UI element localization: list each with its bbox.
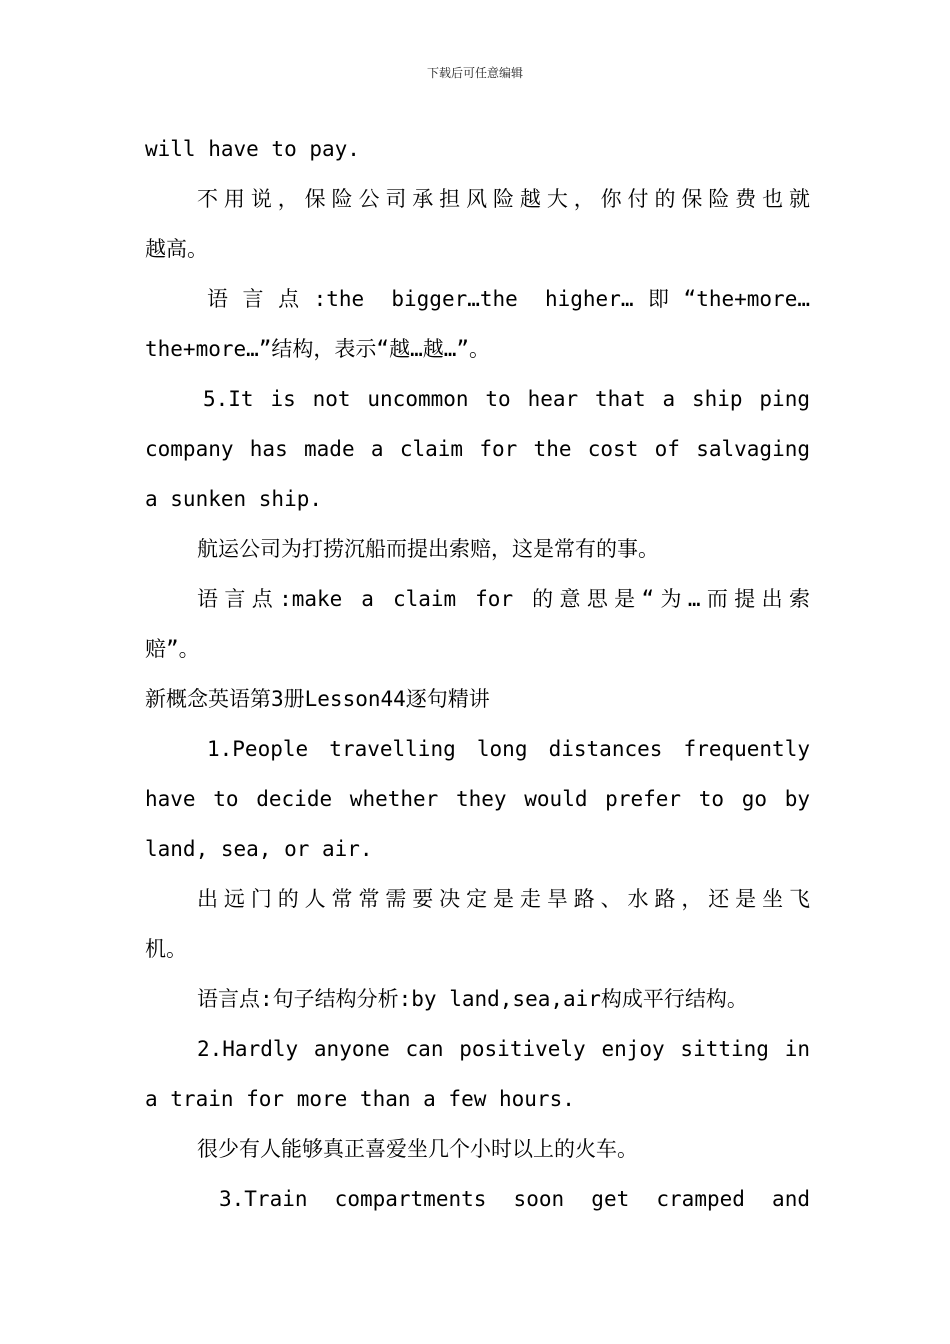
text-line: 2.Hardly anyone can positively enjoy sitting in (197, 1037, 810, 1061)
text-line: 语言点:句子结构分析:by land,sea,air构成平行结构。 (197, 987, 748, 1011)
text-line: 语言点:the bigger…the higher…即“the+more… (207, 287, 810, 311)
text-line: have to decide whether they would prefer to go by (145, 787, 810, 811)
document-body (145, 124, 810, 1224)
text-line: a train for more than a few hours. (145, 1087, 575, 1111)
page-header: 下载后可任意编辑 (426, 66, 523, 80)
text-line: 很少有人能够真正喜爱坐几个小时以上的火车。 (197, 1137, 638, 1161)
text-line: will have to pay. (145, 137, 360, 161)
text-line: 5.It is not uncommon to hear that a ship ping (203, 387, 810, 411)
text-line: 1.People travelling long distances frequently (207, 737, 810, 761)
text-line: 不用说，保险公司承担风险越大，你付的保险费也就 (197, 187, 810, 211)
text-line: 机。 (145, 937, 187, 961)
section-heading: 新概念英语第3册Lesson44逐句精讲 (145, 687, 490, 711)
text-line: the+more…”结构，表示“越…越…”。 (145, 337, 491, 361)
text-line: a sunken ship. (145, 487, 323, 511)
text-line: 3.Train compartments soon get cramped and (219, 1187, 810, 1211)
text-line: 赔”。 (145, 637, 200, 661)
text-line: 出远门的人常常需要决定是走旱路、水路，还是坐飞 (197, 887, 810, 911)
text-line: 语言点:make a claim for 的意思是“为…而提出索 (197, 587, 810, 611)
text-line: 航运公司为打捞沉船而提出索赔，这是常有的事。 (197, 537, 659, 561)
text-line: company has made a claim for the cost of salvaging (145, 437, 810, 461)
text-line: land, sea, or air. (145, 837, 373, 861)
text-line: 越高。 (145, 237, 208, 261)
